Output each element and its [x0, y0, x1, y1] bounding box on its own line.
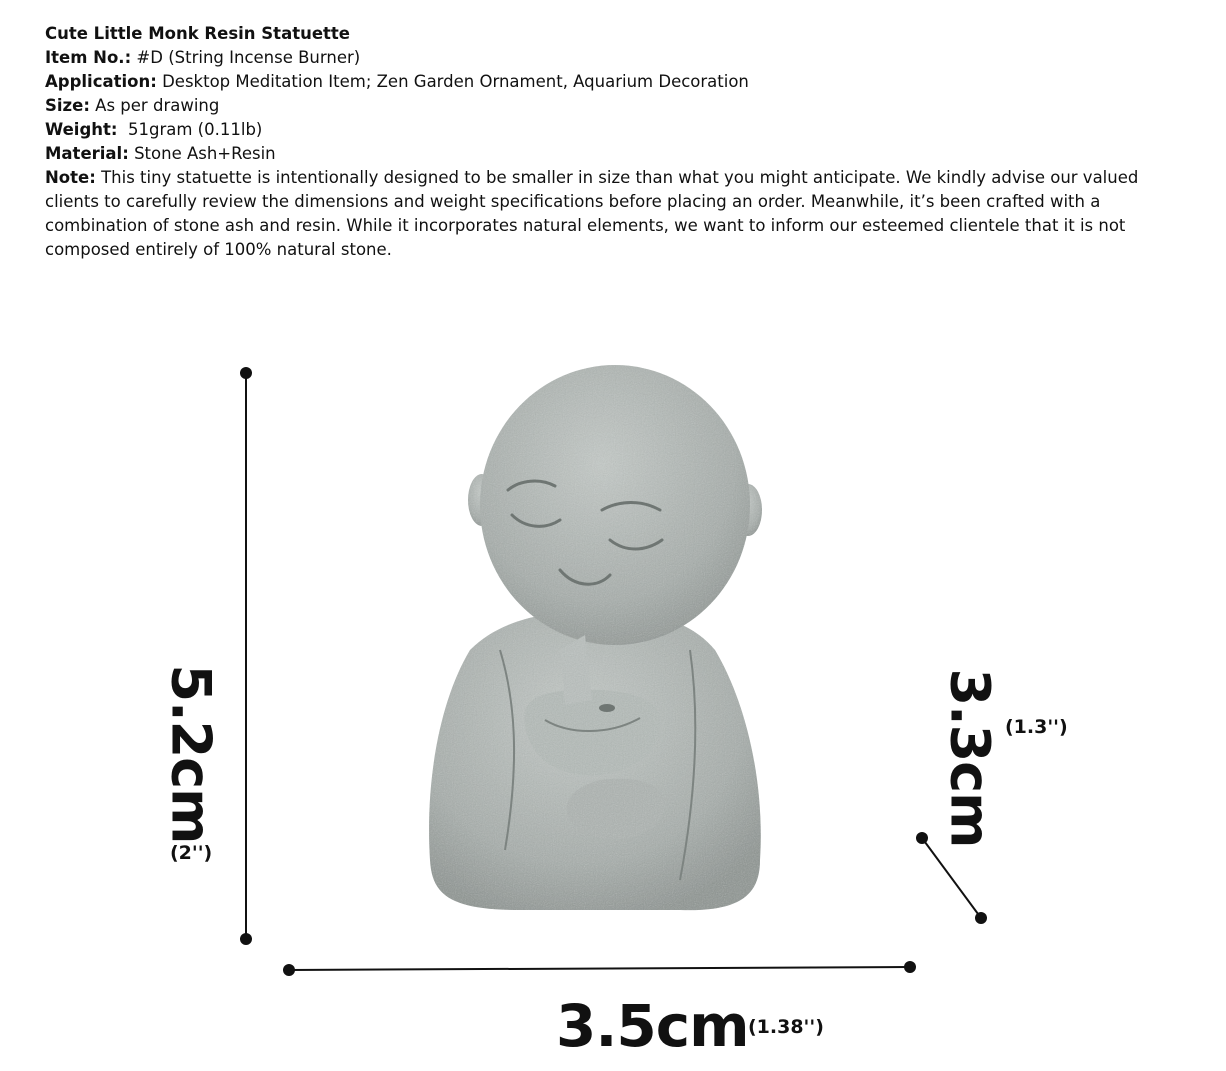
height-label: 5.2cm — [159, 664, 223, 844]
height-imperial-label: (2'') — [170, 842, 213, 864]
spec-weight: Weight: 51gram (0.11lb) — [45, 120, 263, 139]
spec-note: Note: This tiny statuette is intentionally designed to be smaller in size than what you might anticipate. We kindly advise our valued clients to carefully review the dimensions and weight specifications before placing an order. Meanwhile, it’s been crafted with a combination of stone ash and resin. While it incorporates natural elements, we want to inform our esteemed clientele that it is not composed entirely of 100% natural stone. — [45, 168, 1139, 259]
depth-label: 3.3cm — [938, 668, 1002, 848]
incense-hole — [599, 704, 615, 712]
monk-statuette-image — [429, 365, 762, 910]
spec-application: Application: Desktop Meditation Item; Zen Garden Ornament, Aquarium Decoration — [45, 72, 749, 91]
depth-imperial-label: (1.3'') — [1005, 716, 1068, 738]
spec-size: Size: As per drawing — [45, 96, 220, 115]
width-label: 3.5cm — [556, 992, 749, 1060]
spec-material: Material: Stone Ash+Resin — [45, 144, 276, 163]
spec-item-no: Item No.: #D (String Incense Burner) — [45, 48, 361, 67]
width-dimension-line — [283, 961, 916, 976]
product-title: Cute Little Monk Resin Statuette — [45, 24, 350, 43]
height-dimension-line — [240, 367, 252, 945]
width-imperial-label: (1.38'') — [748, 1016, 824, 1038]
